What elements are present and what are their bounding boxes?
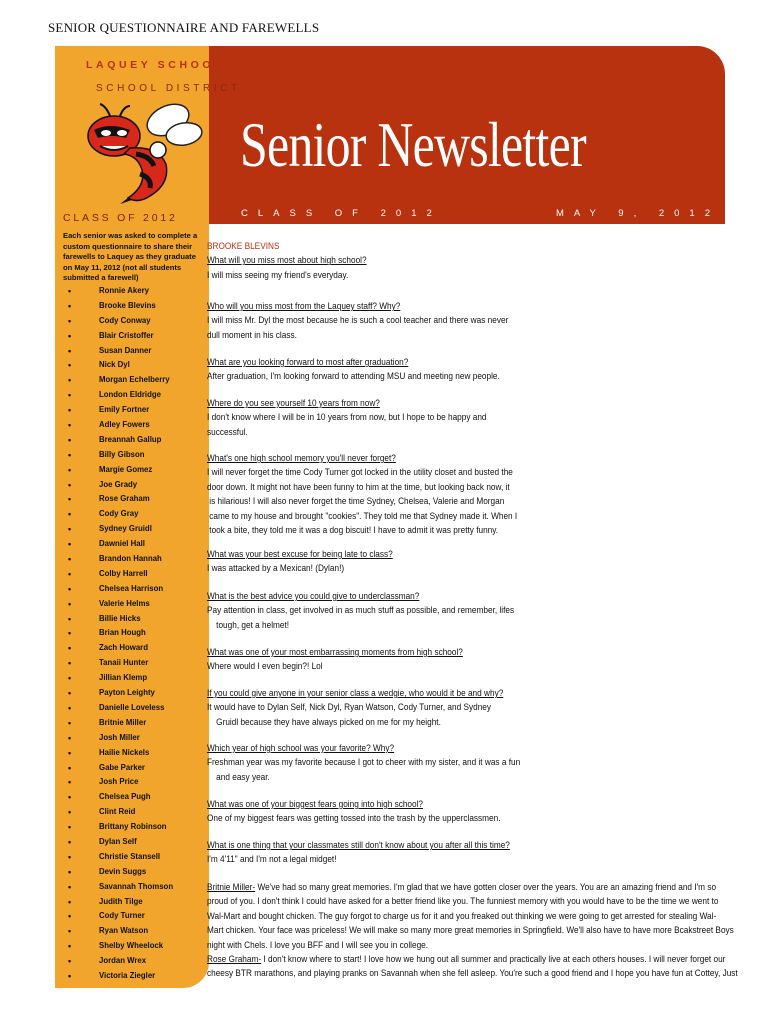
question: Who will you miss most from the Laquey staff? Why? xyxy=(207,301,401,312)
answer-line: I will never forget the time Cody Turner got locked in the utility closet and busted the xyxy=(207,467,513,479)
senior-list-item: • Colby Harrell xyxy=(63,567,173,582)
senior-list-item: • Ronnie Akery xyxy=(63,284,173,299)
senior-list-item: • Clint Reid xyxy=(63,805,173,820)
farewell-line: Wal-Mart and bought chicken. The guy forgot to charge us for it and you freaked out thinking we were going to get arrested for stealing Wal- xyxy=(207,910,717,922)
answer-line: Freshman year was my favorite because I got to cheer with my sister, and it was a fun xyxy=(207,757,521,769)
issue-date: MAY 9, 2012 xyxy=(555,208,720,219)
farewell-line: Mart chicken. Your face was priceless! We will make so many more great memories in Springfield. We'll also have to have more Bcakstreet Boys xyxy=(207,925,734,937)
qa-block xyxy=(207,742,747,785)
senior-list-item: • Nick Dyl xyxy=(63,358,173,373)
farewell-paragraph xyxy=(207,881,747,953)
senior-list-item: • Adley Fowers xyxy=(63,418,173,433)
senior-list-item: • Brian Hough xyxy=(63,626,173,641)
answer-line: dull moment in his class. xyxy=(207,329,297,341)
senior-list-item: • Victoria Ziegler xyxy=(63,969,173,984)
senior-list-item: • Chelsea Harrison xyxy=(63,582,173,597)
answer-line: I will miss Mr. Dyl the most because he is such a cool teacher and there was never xyxy=(207,315,509,327)
question: Which year of high school was your favorite? Why? xyxy=(207,743,395,754)
answer-line: It would have to Dylan Self, Nick Dyl, Ryan Watson, Cody Turner, and Sydney xyxy=(207,702,492,714)
question: What was one of your biggest fears going into high school? xyxy=(207,799,424,810)
hornet-mascot-icon xyxy=(80,100,210,206)
senior-list-item: • Dawniel Hall xyxy=(63,537,173,552)
answer-line: I will miss seeing my friend's everyday. xyxy=(207,269,349,281)
senior-list-item: • Jillian Klemp xyxy=(63,671,173,686)
featured-name: BROOKE BLEVINS xyxy=(207,241,280,252)
senior-list-item: • Brandon Hannah xyxy=(63,552,173,567)
senior-list-item: • Susan Danner xyxy=(63,344,173,359)
senior-list-item: • Judith Tilge xyxy=(63,895,173,910)
school-name: LAQUEY SCHOOL R-V xyxy=(86,59,260,71)
senior-list xyxy=(63,284,173,984)
question: What is the best advice you could give to underclassman? xyxy=(207,591,420,602)
senior-list-item: • Billy Gibson xyxy=(63,448,173,463)
question: What was one of your most embarrassing moments from high school? xyxy=(207,647,463,658)
senior-list-item: • Cody Turner xyxy=(63,909,173,924)
qa-block xyxy=(207,798,747,827)
qa-block xyxy=(207,300,747,343)
farewell-line: night with Chels. I love you BFF and I will see you in college. xyxy=(207,939,429,951)
question: If you could give anyone in your senior class a wedgie, who would it be and why? xyxy=(207,688,504,699)
senior-list-item: • Breannah Gallup xyxy=(63,433,173,448)
farewell-line: We've had so many great memories. I'm glad that we have gotten closer over the years. You are an amazing friend and I'm so xyxy=(255,882,717,893)
answer-line: successful. xyxy=(207,426,248,438)
answer-line: is hilarious! I will also never forget the time Sydney, Chelsea, Valerie and Morgan xyxy=(207,496,505,508)
sidebar-intro: Each senior was asked to complete a custom questionnaire to share their farewells to Laquey as they graduate on May 11, 2012 (not all students submitted a farewell) xyxy=(63,231,198,282)
senior-list-item: • Cody Conway xyxy=(63,314,173,329)
senior-list-item: • Emily Fortner xyxy=(63,403,173,418)
question: What was your best excuse for being late to class? xyxy=(207,549,393,560)
senior-list-item: • Blair Cristoffer xyxy=(63,329,173,344)
senior-list-item: • Ryan Watson xyxy=(63,924,173,939)
answer-line: Pay attention in class, get involved in as much stuff as possible, and remember, lifes xyxy=(207,605,515,617)
answer-line: One of my biggest fears was getting tossed into the trash by the upperclassmen. xyxy=(207,813,501,825)
senior-list-item: • Sydney Gruidl xyxy=(63,522,173,537)
senior-list-item: • Josh Price xyxy=(63,775,173,790)
farewell-line: cheesy BTR marathons, and playing pranks on Savannah when she fell asleep. You're such a good friend and I hope you have fun at Cottey, Just xyxy=(207,968,738,980)
senior-list-item: • Brooke Blevins xyxy=(63,299,173,314)
answer-line: I was attacked by a Mexican! (Dylan!) xyxy=(207,563,345,575)
senior-list-item: • Josh Miller xyxy=(63,731,173,746)
answer-line: I'm 4'11" and I'm not a legal midget! xyxy=(207,854,337,866)
farewell-line: proud of you. I don't think I could have asked for a better friend like you. The funniest memory with you would have to be the time we went to xyxy=(207,896,719,908)
question: What are you looking forward to most after graduation? xyxy=(207,357,409,368)
senior-list-item: • Britnie Miller xyxy=(63,716,173,731)
senior-list-item: • Jordan Wrex xyxy=(63,954,173,969)
senior-list-item: • Tanaii Hunter xyxy=(63,656,173,671)
answer-line: Gruidl because they have always picked on me for my height. xyxy=(207,716,441,728)
qa-block xyxy=(207,646,747,675)
senior-list-item: • Cody Gray xyxy=(63,507,173,522)
senior-list-item: • Brittany Robinson xyxy=(63,820,173,835)
senior-list-item: • Billie Hicks xyxy=(63,612,173,627)
class-label: CLASS OF 2012 xyxy=(241,208,442,219)
senior-list-item: • Morgan Echelberry xyxy=(63,373,173,388)
qa-block xyxy=(207,452,747,538)
senior-list-item: • Shelby Wheelock xyxy=(63,939,173,954)
answer-line: came to my house and brought "cookies". They told me that Sydney made it. When I xyxy=(207,510,518,522)
answer-line: door down. It might not have been funny to him at the time, but looking back now, it xyxy=(207,481,510,493)
senior-list-item: • Devin Suggs xyxy=(63,865,173,880)
senior-list-item: • Gabe Parker xyxy=(63,761,173,776)
qa-block xyxy=(207,687,747,730)
qa-block xyxy=(207,590,747,633)
senior-list-item: • Margie Gomez xyxy=(63,463,173,478)
qa-block xyxy=(207,839,747,868)
answer-line: and easy year. xyxy=(207,771,270,783)
farewell-name: Britnie Miller- xyxy=(207,882,256,893)
answer-line: took a bite, they told me it was a dog biscuit! I have to admit it was pretty funny. xyxy=(207,525,499,537)
farewell-paragraph xyxy=(207,953,747,982)
farewell-line: I don't know where to start! I love how we hung out all summer and practically live at each others houses. I will never forget our xyxy=(261,954,726,965)
senior-list-item: • Christie Stansell xyxy=(63,850,173,865)
senior-list-item: • Danielle Loveless xyxy=(63,701,173,716)
qa-block xyxy=(207,240,747,283)
senior-list-item: • Savannah Thomson xyxy=(63,880,173,895)
senior-list-item: • London Eldridge xyxy=(63,388,173,403)
newsletter-title: Senior Newsletter xyxy=(240,109,586,180)
qa-block xyxy=(207,397,747,440)
answer-line: tough, get a helmet! xyxy=(207,619,290,631)
school-district: SCHOOL DISTRICT xyxy=(96,83,241,94)
senior-list-item: • Zach Howard xyxy=(63,641,173,656)
senior-list-item: • Payton Leighty xyxy=(63,686,173,701)
sidebar-heading: CLASS OF 2012 xyxy=(63,212,178,224)
senior-list-item: • Rose Graham xyxy=(63,492,173,507)
answer-line: After graduation, I'm looking forward to attending MSU and meeting new people. xyxy=(207,371,500,383)
senior-list-item: • Chelsea Pugh xyxy=(63,790,173,805)
senior-list-item: • Valerie Helms xyxy=(63,597,173,612)
answer-line: I don't know where I will be in 10 years from now, but I hope to be happy and xyxy=(207,412,487,424)
question: What will you miss most about high school? xyxy=(207,255,367,267)
senior-list-item: • Hailie Nickels xyxy=(63,746,173,761)
senior-list-item: • Dylan Self xyxy=(63,835,173,850)
qa-block xyxy=(207,548,747,577)
answer-line: Where would I even begin?! Lol xyxy=(207,661,323,673)
qa-block xyxy=(207,356,747,385)
senior-list-item: • Joe Grady xyxy=(63,478,173,493)
farewell-name: Rose Graham- xyxy=(207,954,262,965)
question: What's one high school memory you'll never forget? xyxy=(207,453,396,464)
page-header: SENIOR QUESTIONNAIRE AND FAREWELLS xyxy=(48,20,320,35)
question: What is one thing that your classmates still don't know about you after all this time? xyxy=(207,840,510,851)
question: Where do you see yourself 10 years from now? xyxy=(207,398,380,409)
